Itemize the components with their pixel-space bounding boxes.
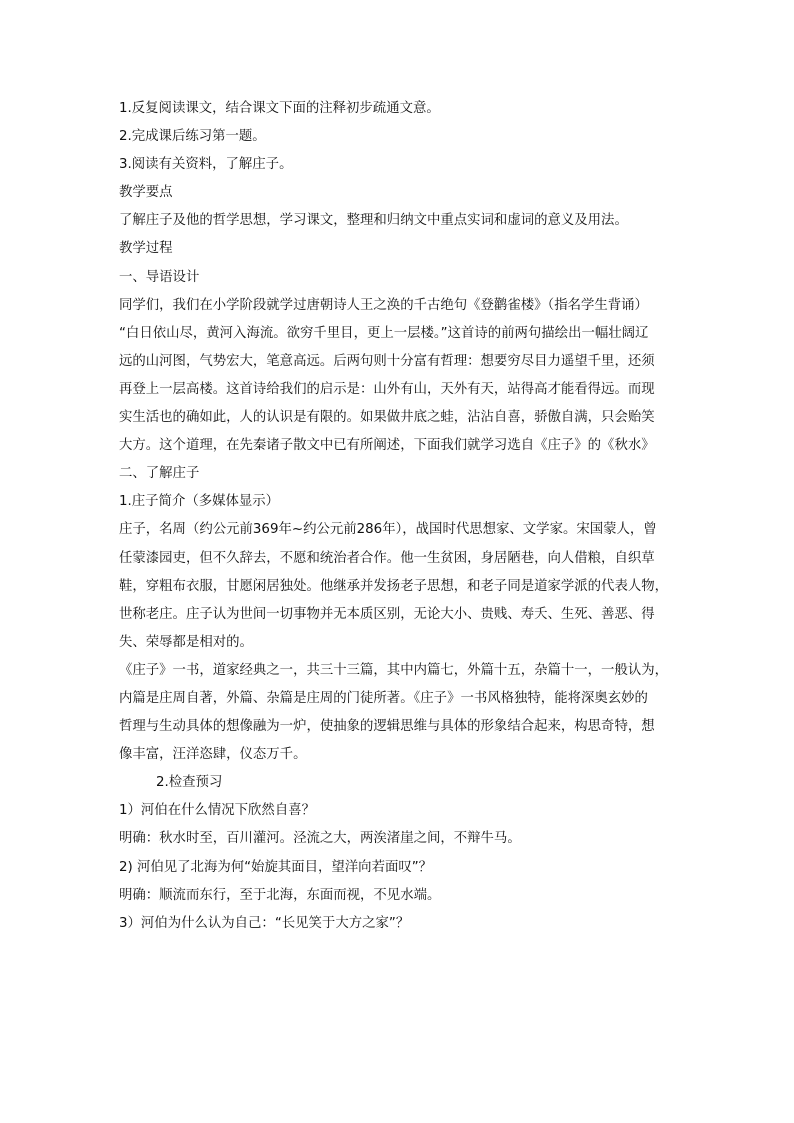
text-line: 鞋，穿粗布衣服，甘愿闲居独处。他继承并发扬老子思想，和老子同是道家学派的代表人物， <box>119 578 669 594</box>
text-line: “白日依山尽，黄河入海流。欲穷千里目，更上一层楼。”这首诗的前两句描绘出一幅壮阔辽 <box>119 325 649 341</box>
text-line: 大方。这个道理，在先秦诸子散文中已有所阐述，下面我们就学习选自《庄子》的《秋水》 <box>119 438 655 454</box>
text-line: 像丰富，汪洋恣肆，仪态万千。 <box>119 747 307 763</box>
text-line: 世称老庄。庄子认为世间一切事物并无本质区别，无论大小、贵贱、寿夭、生死、善恶、得 <box>119 606 655 622</box>
answer-line: 明确：秋水时至，百川灌河。泾流之大，两涘渚崖之间，不辩牛马。 <box>119 831 521 847</box>
text-line: 失、荣辱都是相对的。 <box>119 634 253 650</box>
text-line: 《庄子》一书，道家经典之一，共三十三篇，其中内篇七，外篇十五，杂篇十一，一般认为， <box>119 662 669 678</box>
question-line: 1）河伯在什么情况下欣然自喜？ <box>119 803 315 819</box>
subsection-heading: 二、了解庄子 <box>119 466 200 482</box>
text-line: 哲理与生动具体的想像融为一炉，使抽象的逻辑思维与具体的形象结合起来，构思奇特，想 <box>119 719 655 735</box>
section-heading: 教学过程 <box>119 241 173 257</box>
question-line: 3）河伯为什么认为自己：“长见笑于大方之家”？ <box>119 915 410 931</box>
text-line: 远的山河图，气势宏大，笔意高远。后两句则十分富有哲理：想要穷尽目力遥望千里，还须 <box>119 353 655 369</box>
section-heading: 教学要点 <box>119 185 173 201</box>
subsection-heading: 2.检查预习 <box>156 775 223 791</box>
subsection-heading: 一、导语设计 <box>119 269 200 285</box>
text-line: 了解庄子及他的哲学思想，学习课文，整理和归纳文中重点实词和虚词的意义及用法。 <box>119 213 628 229</box>
text-line: 实生活也的确如此，人的认识是有限的。如果做井底之蛙，沾沾自喜，骄傲自满，只会贻笑 <box>119 410 655 426</box>
text-line: 1.反复阅读课文，结合课文下面的注释初步疏通文意。 <box>119 101 440 116</box>
text-line: 任蒙漆园吏，但不久辞去，不愿和统治者合作。他一生贫困，身居陋巷，向人借粮，自织草 <box>119 550 655 566</box>
text-line: 内篇是庄周自著，外篇、杂篇是庄周的门徒所著。《庄子》一书风格独特，能将深奥玄妙的 <box>119 690 648 706</box>
question-line: 2) 河伯见了北海为何“始旋其面目，望洋向若面叹”？ <box>119 859 433 875</box>
text-line: 庄子，名周（约公元前369年~约公元前286年），战国时代思想家、文学家。宋国蒙人，曾 <box>119 522 657 538</box>
text-line: 再登上一层高楼。这首诗给我们的启示是：山外有山，天外有天，站得高才能看得远。而现 <box>119 381 655 397</box>
text-line: 2.完成课后练习第一题。 <box>119 129 266 145</box>
text-line: 同学们，我们在小学阶段就学过唐朝诗人王之涣的千古绝句《登鹳雀楼》（指名学生背诵） <box>119 297 648 313</box>
document-page <box>119 95 679 938</box>
text-line: 3.阅读有关资料，了解庄子。 <box>119 157 293 173</box>
text-line: 1.庄子简介（多媒体显示） <box>119 494 280 510</box>
answer-line: 明确：顺流而东行，至于北海，东面而视，不见水端。 <box>119 887 441 903</box>
